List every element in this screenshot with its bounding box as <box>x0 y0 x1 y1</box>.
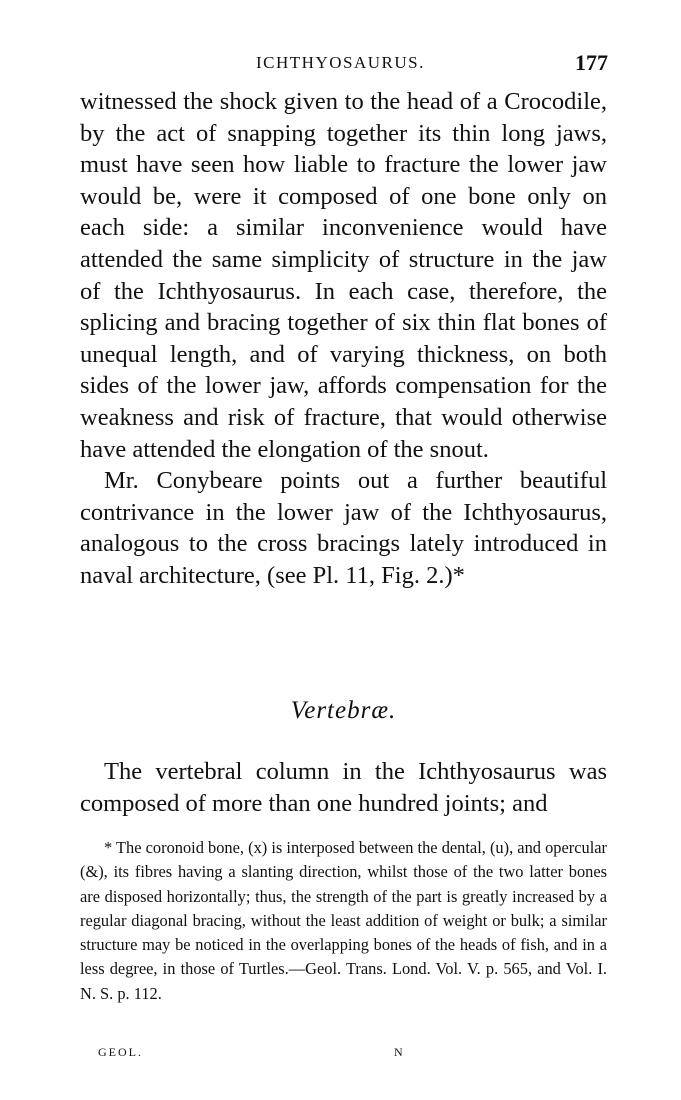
body-paragraph-2: Mr. Conybeare points out a further beautiful contrivance in the lower jaw of the Ichthyosaurus, analogous to the cross bracings lately introduced in naval architecture, (see Pl. 11, Fig. 2.)* <box>80 467 607 589</box>
running-title: ICHTHYOSAURUS. <box>256 53 425 72</box>
footnote <box>80 836 607 1006</box>
signature-letter: N <box>394 1045 403 1059</box>
section-heading: Vertebræ. <box>290 697 397 724</box>
page-number: 177 <box>575 50 608 75</box>
signature-mark: GEOL. <box>98 1045 143 1059</box>
body-paragraph-1: witnessed the shock given to the head of a Crocodile, by the act of snapping together its thin long jaws, must have seen how liable to fracture the lower jaw would be, were it composed of one bone only on each side: a similar inconvenience would have attended the same simplicity of structure in the jaw of the Ichthyosaurus. In each case, therefore, the splicing and bracing together of six thin flat bones of unequal length, and of varying thickness, on both sides of the lower jaw, affords compensation for the weakness and risk of fracture, that would otherwise have attended the elongation of the snout. <box>80 88 607 463</box>
section-text <box>80 756 607 819</box>
running-head <box>80 50 612 78</box>
footnote-text: * The coronoid bone, (x) is interposed between the dental, (u), and opercular (&), its fibres having a slanting direction, whilst those of the two latter bones are disposed horizontally; thus, the strength of the part is greatly increased by a regular diagonal bracing, without the least addition of weight or bulk; a similar structure may be noticed in the overlapping bones of the heads of fish, and in a less degree, in those of Turtles.—Geol. Trans. Lond. Vol. V. p. 565, and Vol. I. N. S. p. 112. <box>80 838 607 1003</box>
section-paragraph: The vertebral column in the Ichthyosaurus was composed of more than one hundred joints; and <box>80 758 607 817</box>
body-text <box>80 86 607 592</box>
